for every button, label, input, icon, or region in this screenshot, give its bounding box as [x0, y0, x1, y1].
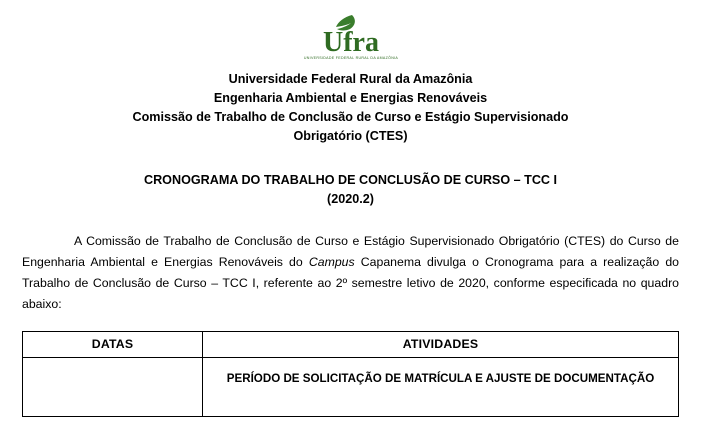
schedule-table: [22, 331, 679, 417]
svg-text:UNIVERSIDADE FEDERAL RURAL DA: UNIVERSIDADE FEDERAL RURAL DA AMAZÔNIA: [303, 56, 398, 60]
logo-container: [22, 0, 679, 64]
page-title-line-2: (2020.2): [327, 192, 374, 206]
intro-paragraph: [22, 231, 679, 315]
paragraph-part-1: A Comissão de Trabalho de Conclusão de Curso e Estágio Supervisionado Obrigatório (CTES) do Curso de Engenharia Ambiental e Energias Renováveis do: [22, 234, 679, 269]
paragraph-part-2: Capanema divulga o Cronograma para a realização do Trabalho de Conclusão de Curso – TCC I, referente ao 2º semestre letivo de 2020, conforme especificada no quadro abaixo:: [22, 255, 679, 311]
page-title: [22, 171, 679, 209]
cell-activity: PERÍODO DE SOLICITAÇÃO DE MATRÍCULA E AJUSTE DE DOCUMENTAÇÃO: [203, 358, 679, 417]
column-header-activities: ATIVIDADES: [203, 332, 679, 358]
svg-text:Ufra: Ufra: [322, 27, 379, 58]
cell-date: [23, 358, 203, 417]
column-header-dates: DATAS: [23, 332, 203, 358]
table-header-row: [23, 332, 679, 358]
table-row: [23, 358, 679, 417]
heading-line-1: Universidade Federal Rural da Amazônia: [228, 72, 473, 86]
ufra-logo: [292, 14, 410, 64]
heading-line-2: Engenharia Ambiental e Energias Renováveis: [213, 91, 488, 105]
page-title-line-1: CRONOGRAMA DO TRABALHO DE CONCLUSÃO DE CURSO – TCC I: [143, 173, 558, 187]
paragraph-italic-campus: Campus: [308, 255, 355, 269]
institution-heading: [22, 70, 679, 146]
heading-line-3: Comissão de Trabalho de Conclusão de Curso e Estágio Supervisionado: [132, 110, 569, 124]
heading-line-4: Obrigatório (CTES): [293, 129, 408, 143]
